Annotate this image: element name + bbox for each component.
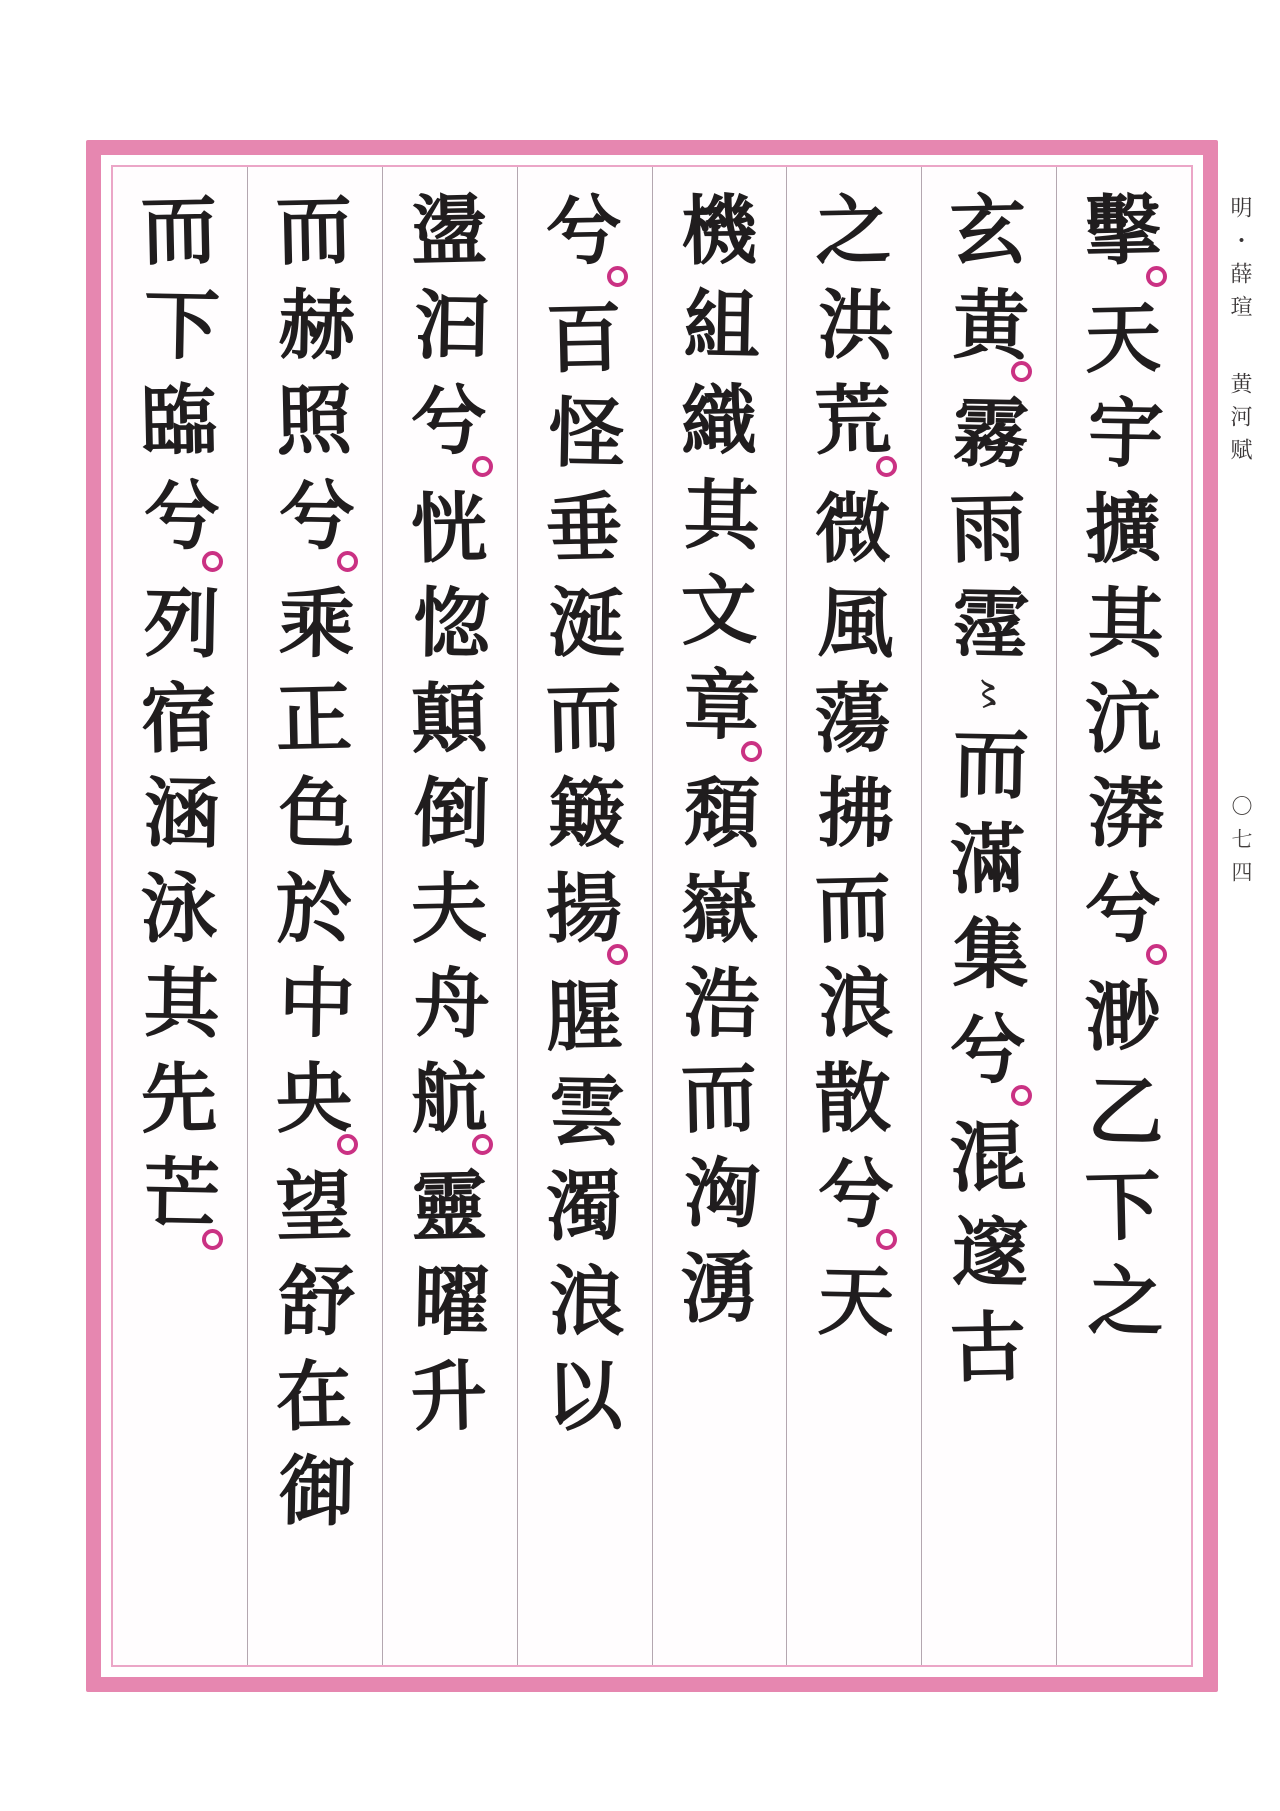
calligraphy-character: 泳 [140,863,218,954]
calligraphy-character: 臨 [140,375,218,466]
calligraphy-character: 黄 [952,280,1031,371]
calligraphy-character: 於 [274,863,353,954]
calligraphy-grid [113,167,1191,1665]
calligraphy-character: 其 [1087,578,1165,669]
calligraphy-character: 拂 [817,768,896,859]
calligraphy-character: 垂 [544,483,623,574]
dynasty-author-annotation: 明・薛瑄 [1227,196,1252,328]
calligraphy-character: 盪 [409,185,488,276]
calligraphy-character: 漭 [1087,768,1165,859]
calligraphy-character: 航 [409,1053,488,1144]
calligraphy-character: 列 [143,578,221,669]
page-number: 〇七四 [1229,795,1253,894]
calligraphy-character: 兮 [409,375,488,466]
calligraphy-character: 霪 [952,578,1031,669]
inner-pink-frame [111,165,1193,1667]
calligraphy-character: 文 [679,565,758,656]
calligraphy-character: 頽 [682,768,761,859]
calligraphy-character: 芒 [143,1148,221,1239]
calligraphy-character: 組 [682,280,761,371]
calligraphy-character: 涎 [547,578,626,669]
calligraphy-character: 在 [274,1351,353,1442]
calligraphy-column-7 [248,167,383,1665]
calligraphy-character: 下 [143,280,221,371]
calligraphy-character: 霧 [952,388,1031,479]
calligraphy-character: 兮 [1084,863,1162,954]
calligraphy-character: 荒 [814,375,893,466]
calligraphy-character: 機 [679,185,758,276]
calligraphy-character: 先 [140,1053,218,1144]
calligraphy-character: 乘 [277,578,356,669]
calligraphy-character: 而 [814,863,893,954]
calligraphy-character: 照 [274,375,353,466]
calligraphy-character: 涵 [143,768,221,859]
calligraphy-column-5 [518,167,653,1665]
calligraphy-character: 而 [952,719,1031,810]
calligraphy-character: 百 [544,293,623,384]
calligraphy-character: 舒 [277,1256,356,1347]
calligraphy-character: 簸 [547,768,626,859]
calligraphy-character: 腥 [544,971,623,1062]
calligraphy-character: 中 [277,958,356,1049]
calligraphy-character: 浪 [547,1256,626,1347]
calligraphy-character: 望 [274,1161,353,1252]
calligraphy-character: 以 [544,1351,623,1442]
calligraphy-character: 升 [409,1351,488,1442]
calligraphy-character: 而 [679,1053,758,1144]
calligraphy-character: 滿 [949,814,1028,905]
calligraphy-column-1 [1057,167,1191,1665]
calligraphy-character: 混 [949,1112,1028,1203]
calligraphy-column-6 [383,167,518,1665]
calligraphy-character: 其 [682,470,761,561]
calligraphy-character: 之 [814,185,893,276]
calligraphy-character: 濁 [544,1161,623,1252]
work-title-annotation: 黄河赋 [1227,372,1252,471]
calligraphy-character: 雲 [547,1066,626,1157]
calligraphy-column-8 [113,167,248,1665]
calligraphy-character: 央 [274,1053,353,1144]
calligraphy-character: 而 [274,185,353,276]
calligraphy-character: 恍 [409,483,488,574]
calligraphy-character: 雨 [949,483,1028,574]
calligraphy-character: 湧 [679,1243,758,1334]
calligraphy-character: 邃 [952,1207,1031,1298]
calligraphy-character: 浪 [817,958,896,1049]
calligraphy-character: 而 [140,185,218,276]
calligraphy-column-2 [922,167,1057,1665]
calligraphy-character: 赫 [277,280,356,371]
calligraphy-character: 洪 [817,280,896,371]
calligraphy-character: 古 [949,1302,1028,1393]
calligraphy-character: 擊 [1084,185,1162,276]
calligraphy-character: 曜 [412,1256,491,1347]
calligraphy-character: 怪 [547,388,626,479]
calligraphy-character: 風 [817,578,896,669]
calligraphy-character: 嶽 [679,863,758,954]
calligraphy-character: 夫 [409,863,488,954]
calligraphy-character: 御 [277,1446,356,1537]
calligraphy-character: 宿 [140,673,218,764]
outer-pink-frame [86,140,1218,1692]
calligraphy-character: 色 [277,768,356,859]
calligraphy-character: 散 [814,1053,893,1144]
calligraphy-character: 顛 [409,673,488,764]
calligraphy-character: 兮 [277,470,356,561]
calligraphy-character: 靈 [409,1161,488,1252]
calligraphy-character: 舟 [412,958,491,1049]
calligraphy-character: 其 [143,958,221,1049]
calligraphy-character: 正 [274,673,353,764]
calligraphy-character: 浩 [682,958,761,1049]
calligraphy-character: 天 [817,1256,896,1347]
calligraphy-column-4 [653,167,788,1665]
iteration-mark: 〻 [971,674,1005,714]
calligraphy-character: 集 [952,909,1031,1000]
calligraphy-character: 汩 [412,280,491,371]
calligraphy-character: 章 [682,660,761,751]
calligraphy-character: 倒 [412,768,491,859]
calligraphy-character: 宇 [1087,388,1165,479]
calligraphy-character: 天 [1084,293,1162,384]
calligraphy-character: 織 [679,375,758,466]
calligraphy-character: 而 [544,673,623,764]
calligraphy-character: 微 [814,483,893,574]
calligraphy-character: 之 [1087,1256,1165,1347]
calligraphy-character: 兮 [817,1148,896,1239]
calligraphy-character: 兮 [544,185,623,276]
calligraphy-character: 乙 [1087,1066,1165,1157]
calligraphy-character: 兮 [949,1004,1028,1095]
calligraphy-character: 擴 [1084,483,1162,574]
calligraphy-column-3 [787,167,922,1665]
calligraphy-character: 兮 [143,470,221,561]
calligraphy-character: 揚 [544,863,623,954]
calligraphy-character: 下 [1084,1161,1162,1252]
calligraphy-character: 玄 [949,185,1028,276]
calligraphy-character: 沆 [1084,673,1162,764]
calligraphy-character: 惚 [412,578,491,669]
calligraphy-character: 渺 [1084,971,1162,1062]
calligraphy-character: 蕩 [814,673,893,764]
calligraphy-character: 洶 [682,1148,761,1239]
